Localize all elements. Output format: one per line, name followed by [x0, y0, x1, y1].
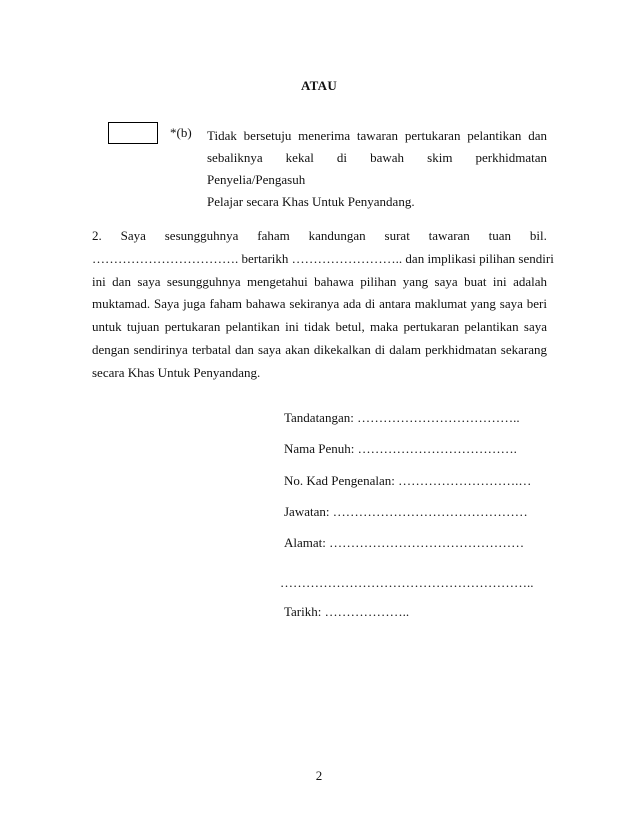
address-field[interactable]: Alamat: ………………………………………: [284, 535, 525, 550]
signature-field[interactable]: Tandatangan: ………………………………..: [284, 410, 520, 425]
option-marker: *(b): [170, 125, 192, 140]
paragraph-word: kandungan: [308, 228, 366, 243]
paragraph-line: muktamad. Saya juga faham bahawa sekiranya ada di antara maklumat yang saya beri: [92, 296, 547, 312]
position-field[interactable]: Jawatan: ………………………………………: [284, 504, 528, 519]
paragraph-line: dengan sendirinya terbatal dan saya akan dikekalkan di dalam perkhidmatan sekarang: [92, 341, 547, 357]
full-name-field[interactable]: Nama Penuh: ……………………………….: [284, 441, 517, 456]
paragraph-word: surat: [384, 228, 410, 243]
option-line: Pelajar secara Khas Untuk Penyandang.: [207, 194, 415, 209]
paragraph-line: secara Khas Untuk Penyandang.: [92, 364, 261, 380]
paragraph-word: Saya: [120, 228, 146, 243]
paragraph-word: faham: [257, 228, 290, 243]
paragraph-first-line: [92, 225, 547, 248]
paragraph-word: tawaran: [428, 228, 470, 243]
option-checkbox[interactable]: [108, 122, 158, 144]
paragraph-number: 2.: [92, 228, 102, 243]
paragraph-word: sesungguhnya: [164, 228, 239, 243]
date-field[interactable]: Tarikh: ………………..: [284, 604, 410, 619]
paragraph-word: bil.: [529, 228, 547, 243]
ic-number-field[interactable]: No. Kad Pengenalan: ……………………….…: [284, 473, 532, 488]
option-line: Tidak bersetuju menerima tawaran pertukaran pelantikan dan: [207, 128, 547, 143]
section-heading: ATAU: [300, 78, 338, 93]
paragraph-word: tuan: [488, 228, 512, 243]
declaration-paragraph: [92, 225, 554, 385]
paragraph-line: untuk tujuan pertukaran pelantikan ini tidak betul, maka pertukaran pelantikan saya: [92, 319, 547, 335]
address-continuation-field[interactable]: …………………………………………………..: [280, 575, 534, 590]
option-text: [207, 125, 547, 213]
page-number: 2: [315, 768, 323, 783]
paragraph-line: ……………………………. bertarikh …………………….. dan implikasi pilihan sendiri: [92, 250, 554, 266]
paragraph-line: ini dan saya sesungguhnya mengetahui bahawa pilihan yang saya buat ini adalah: [92, 273, 547, 289]
option-line: sebaliknya kekal di bawah skim perkhidmatan Penyelia/Pengasuh: [207, 150, 547, 187]
